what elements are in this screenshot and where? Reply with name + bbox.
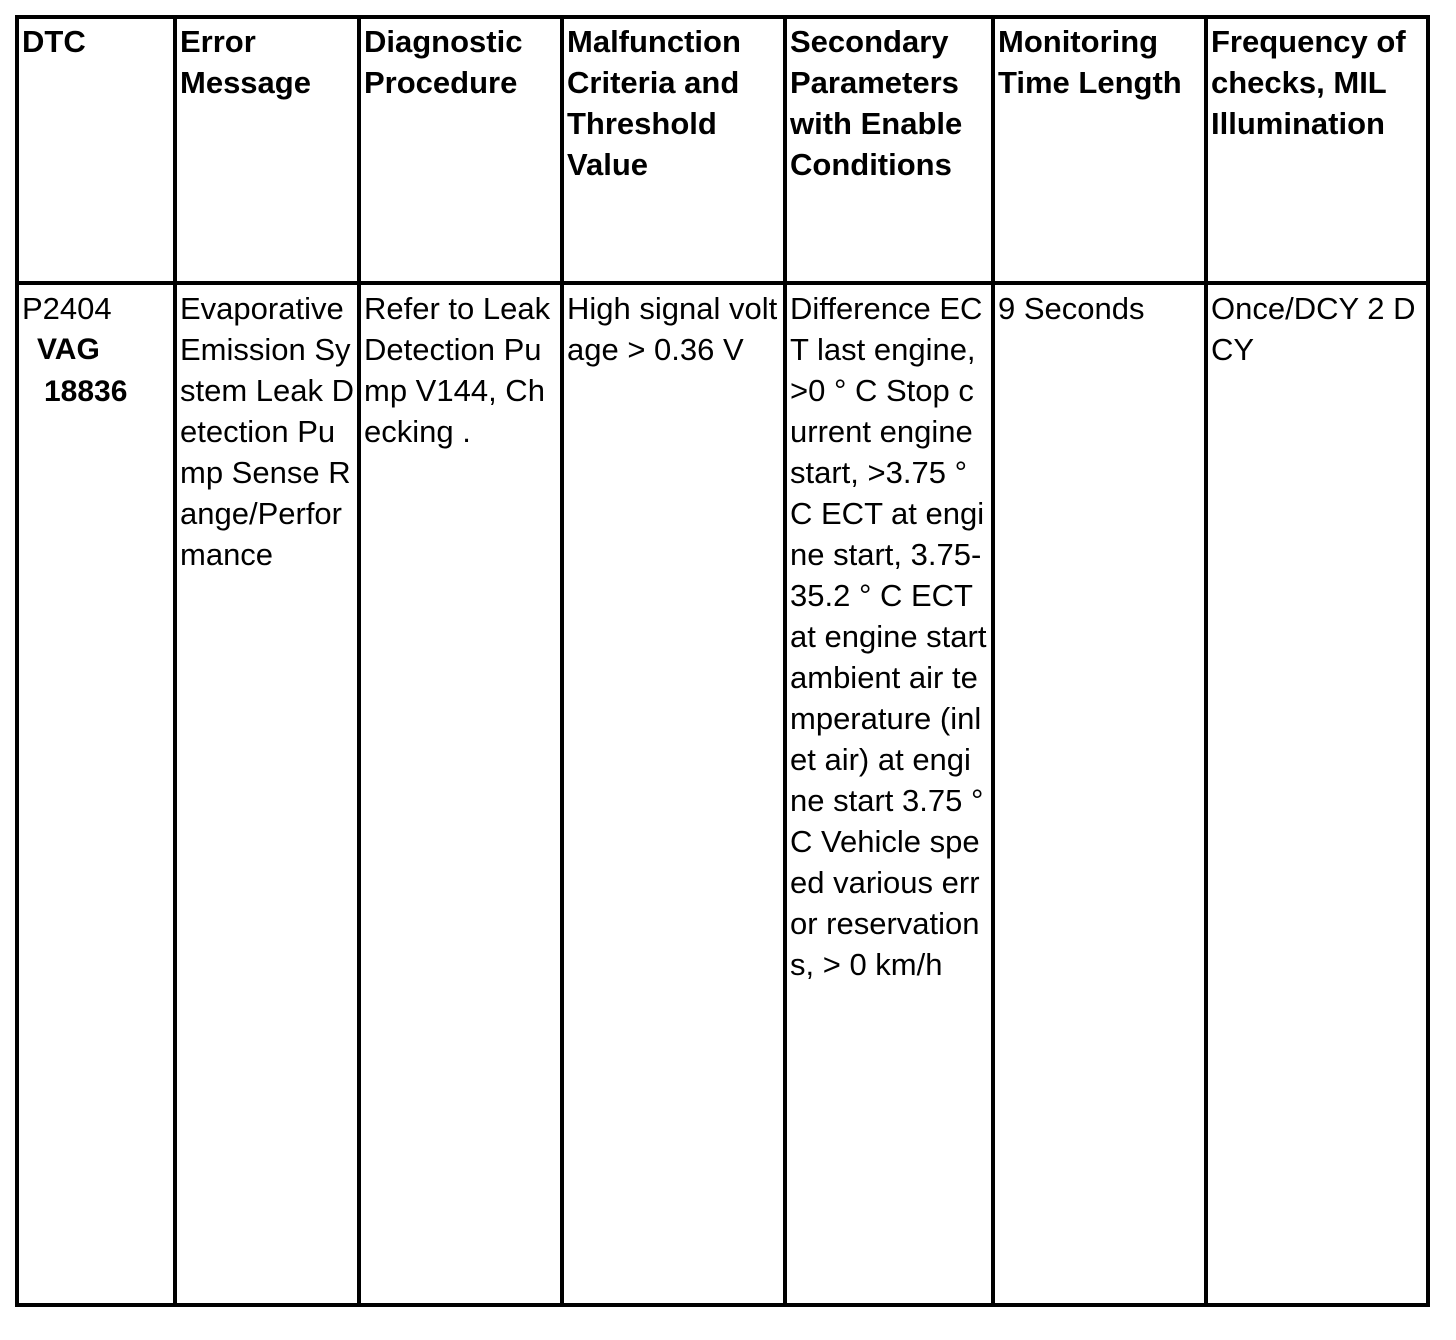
cell-frequency xyxy=(1206,283,1428,1305)
dtc-code: P2404 xyxy=(22,291,112,326)
header-monitoring-time: Monitoring Time Length xyxy=(993,17,1206,283)
malfunction-criteria-text: High signal voltage > 0.36 V xyxy=(567,291,778,367)
vag-reference xyxy=(22,329,170,413)
cell-dtc xyxy=(17,283,175,1305)
cell-error-message xyxy=(175,283,359,1305)
header-secondary-parameters: Secondary Parameters with Enable Conditions xyxy=(785,17,993,283)
cell-secondary-parameters xyxy=(785,283,996,1305)
dtc-table xyxy=(15,15,1430,1307)
cell-diagnostic-procedure xyxy=(359,283,562,1305)
secondary-parameters-text: Difference ECT last engine, >0 ° C Stop current engine start, >3.75 ° C ECT at engine start, 3.75-35.2 ° C ECT at engine start ambient air temperature (inlet air) at engine start 3.75 ° C Vehicle speed various error reservations, > 0 km/h xyxy=(790,291,996,982)
diagnostic-procedure-text: Refer to Leak Detection Pump V144, Checking . xyxy=(364,291,559,449)
header-frequency: Frequency of checks, MIL Illumination xyxy=(1206,17,1428,283)
vag-code: 18836 xyxy=(44,375,128,408)
table-row xyxy=(17,283,1428,1305)
error-message-text: Evaporative Emission System Leak Detection Pump Sense Range/Performance xyxy=(180,291,355,572)
header-diagnostic-procedure: Diagnostic Procedure xyxy=(359,17,562,283)
header-error-message: Error Message xyxy=(175,17,359,283)
header-row xyxy=(17,17,1428,283)
cell-malfunction-criteria xyxy=(562,283,785,1305)
cell-monitoring-time xyxy=(993,283,1206,1305)
vag-label: VAG xyxy=(37,333,100,366)
header-malfunction-criteria: Malfunction Criteria and Threshold Value xyxy=(562,17,785,283)
header-dtc: DTC xyxy=(17,17,175,283)
dtc-table-frame xyxy=(15,15,1439,1327)
monitoring-time-text: 9 Seconds xyxy=(998,291,1145,326)
frequency-text: Once/DCY 2 DCY xyxy=(1211,291,1416,367)
